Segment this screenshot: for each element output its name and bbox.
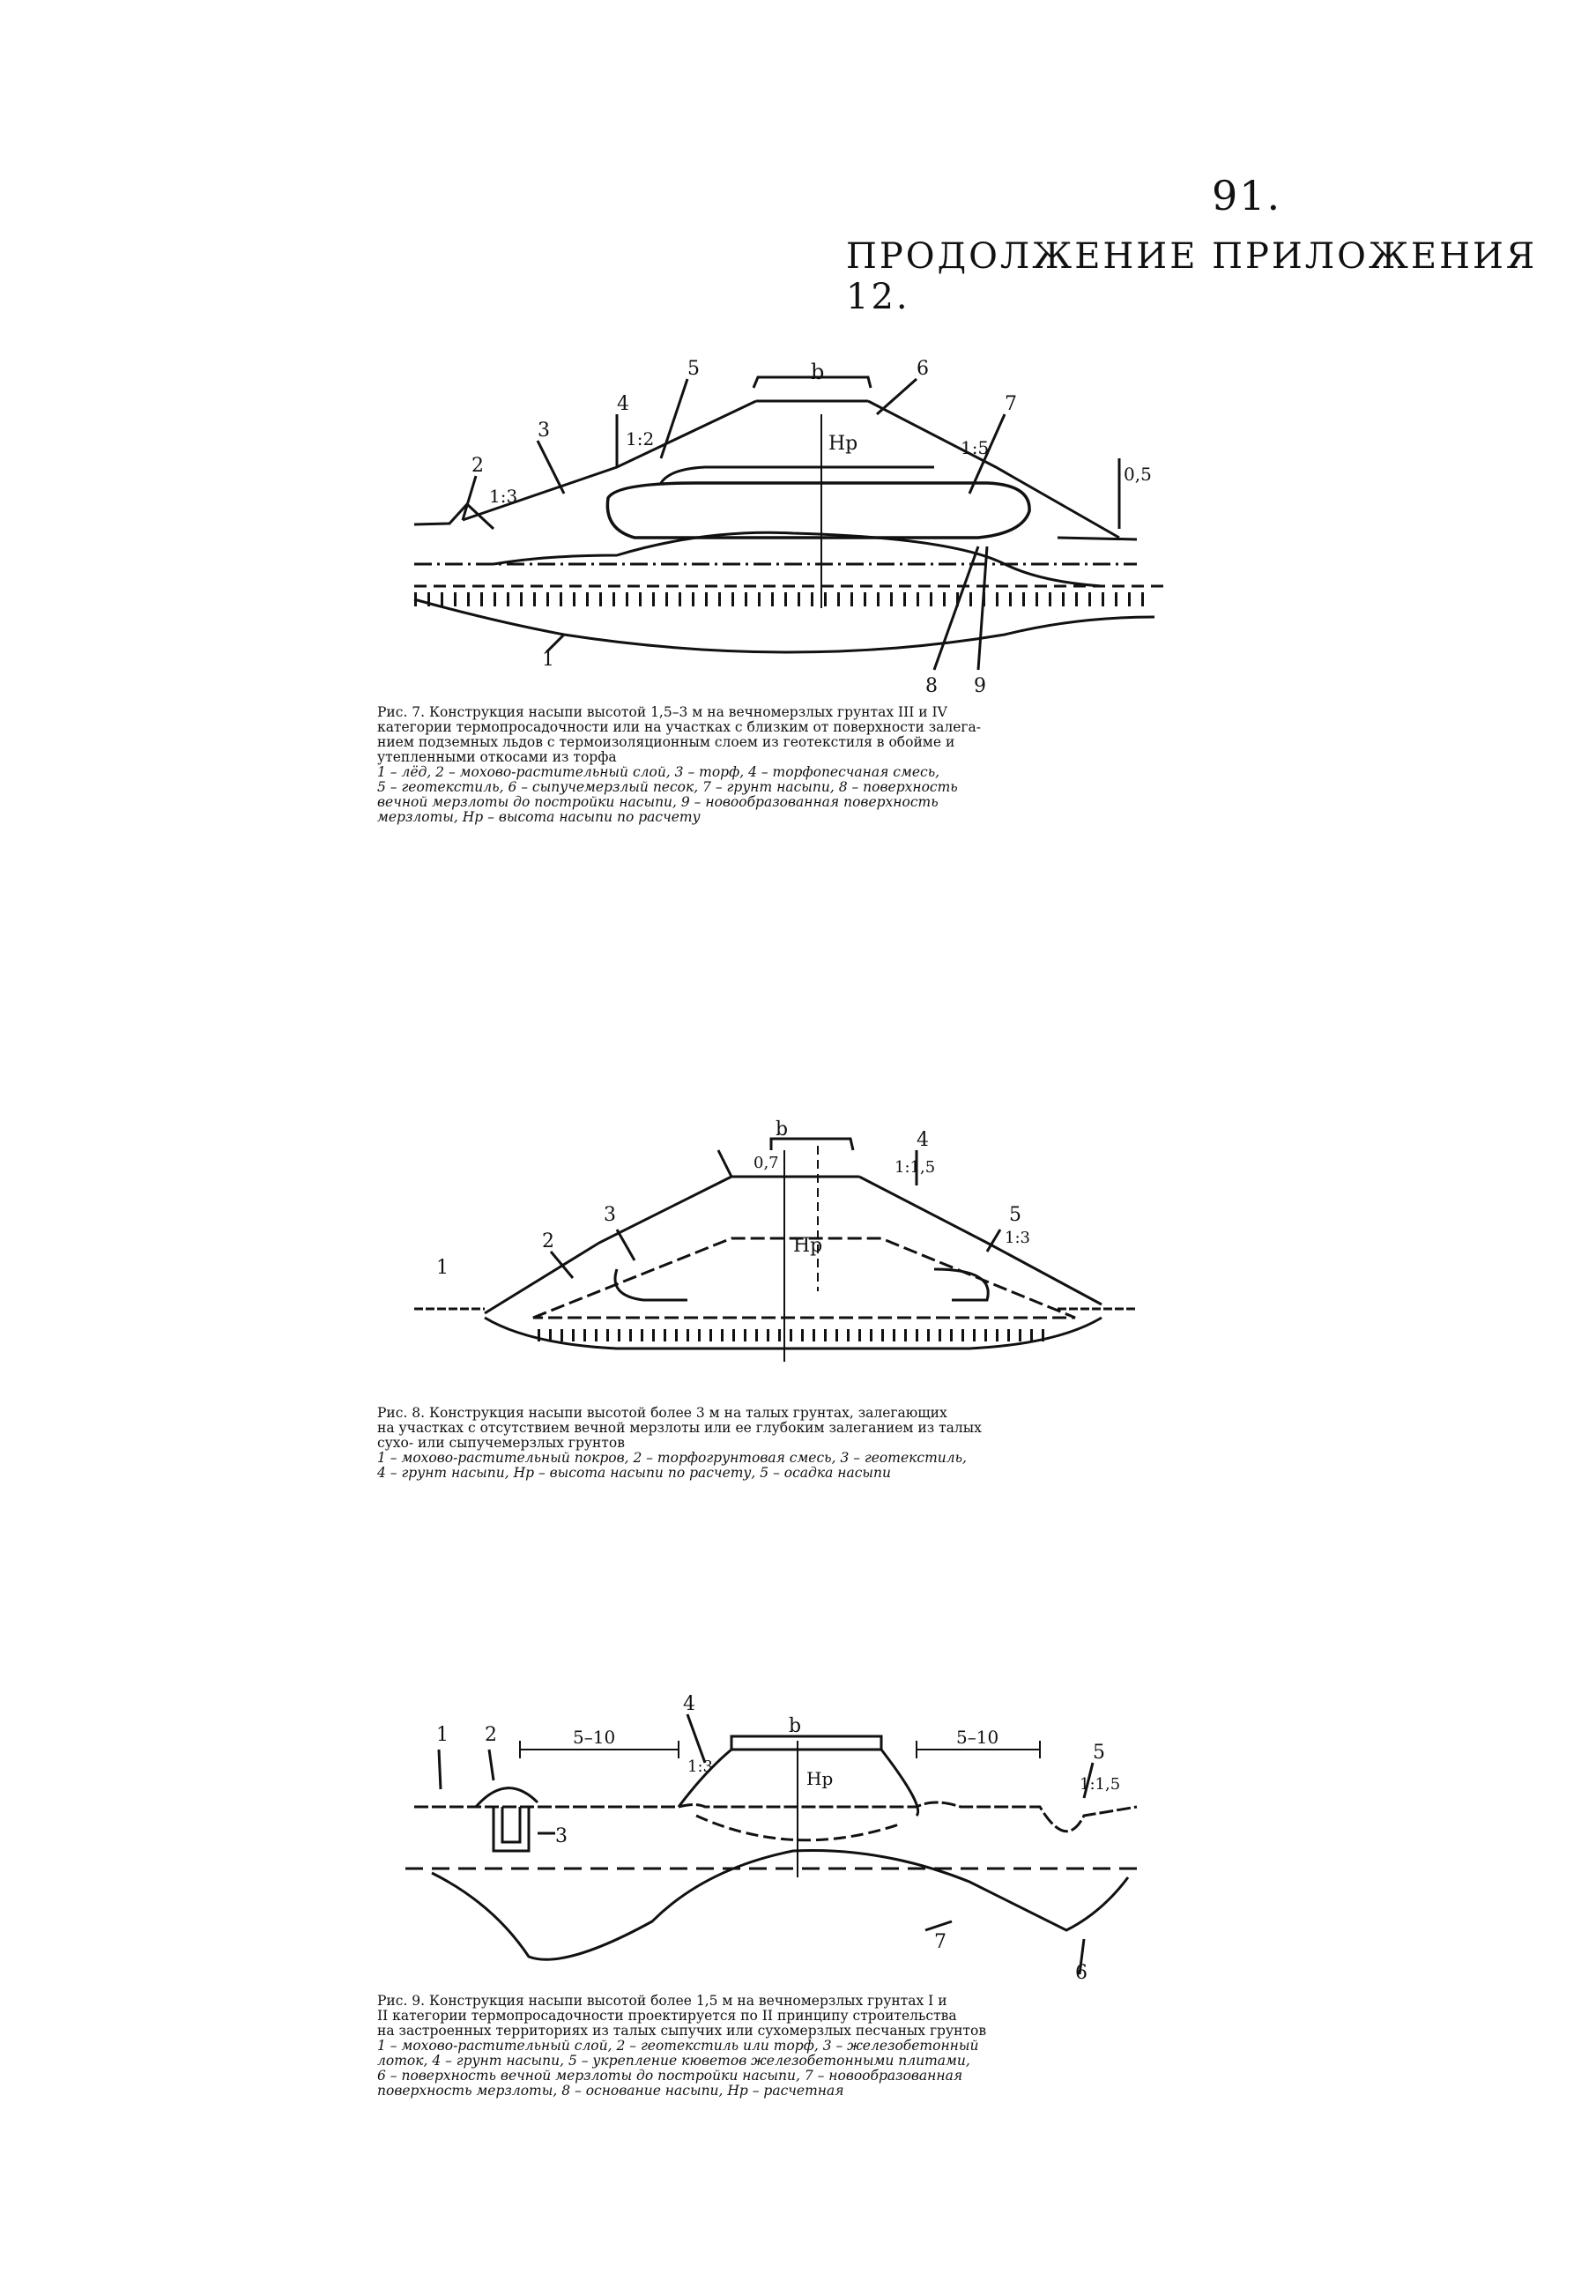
figure-9-drawing [0,1688,1596,1984]
fig7-label-4: 4 [617,393,629,415]
leader-lines [439,1714,1093,1974]
permafrost-upper-curve [494,532,1102,586]
embankment-slope-left [485,1177,731,1313]
fig8-label-h: Hр [793,1235,823,1257]
fig9-label-7: 7 [934,1931,946,1953]
appendix-continuation-header: ПРОДОЛЖЕНИЕ ПРИЛОЖЕНИЯ 12. [846,236,1538,317]
fig8-label-4: 4 [917,1129,929,1151]
fig8-label-3: 3 [604,1204,616,1226]
figure-9-caption-legend: 1 – мохово-растительный слой, 2 – геотекстиль или торф, 3 – железобетонный лоток, 4 – грунт насыпи, 5 – укрепление кюветов железобетонными плитами, 6 – поверхность вечной мерзлоты до постройки насыпи, 7 – новообразованная поверхность мерзлоты, 8 – основание насыпи, Hр – расчетная [377,2038,979,2099]
fig7-label-2: 2 [471,455,484,477]
figure-7-drawing [0,357,1596,710]
fig7-label-b: b [811,360,825,384]
fig7-slope-label-2: 1:3 [489,486,518,507]
figure-8-caption-legend: 1 – мохово-растительный покров, 2 – торфогрунтовая смесь, 3 – геотекстиль, 4 – грунт насыпи, Hр – высота насыпи по расчету, 5 – осадка насыпи [377,1450,967,1481]
figure-8-caption [377,1406,1214,1481]
fig7-label-5: 5 [687,358,700,380]
fig9-label-1: 1 [436,1724,449,1746]
fig9-label-h: Hр [806,1768,834,1789]
fig7-label-9: 9 [974,675,986,697]
fig9-label-6: 6 [1075,1962,1088,1984]
fig7-label-3: 3 [538,420,550,442]
trench-lotok [494,1807,529,1851]
fig8-slope-label: 1:1,5 [895,1158,936,1177]
fig7-slope-label: 1:2 [626,428,655,450]
fig8-label-1: 1 [436,1257,449,1279]
fig8-label-2: 2 [542,1230,554,1252]
fig9-slope-label: 1:3 [687,1757,713,1776]
fig8-label-5: 5 [1009,1204,1021,1226]
page-number: 91. [1212,172,1282,219]
embankment-slope-right [859,1177,1102,1304]
crest-marker [731,1736,881,1750]
fig9-slope-label-2: 1:1,5 [1080,1775,1121,1794]
fig9-label-2: 2 [485,1724,497,1746]
fig7-label-7: 7 [1005,393,1017,415]
fig7-label-8: 8 [925,675,938,697]
figure-9-caption [377,1994,1214,2099]
ground-line [414,504,494,529]
inner-envelope-left [615,1269,687,1300]
new-permafrost-surface [432,1850,1128,1959]
fig9-label-5: 5 [1093,1742,1105,1764]
inner-layer [661,467,934,483]
fig7-label-h: Hр [828,433,858,455]
fig8-label-d: 0,7 [753,1154,779,1172]
geotextile-envelope [607,483,1029,538]
fig8-slope-label-2: 1:3 [1005,1229,1030,1247]
ground-line [414,1802,1137,1832]
fig9-label-b: b [789,1715,802,1737]
fig9-dim-left: 5–10 [573,1727,616,1748]
fig7-dim-label: 0,5 [1124,464,1152,485]
fig8-label-b: b [776,1118,789,1141]
inner-envelope-right [934,1269,988,1300]
figure-7-caption-legend: 1 – лёд, 2 – мохово-растительный слой, 3 – торф, 4 – торфопесчаная смесь, 5 – геотекстиль, 6 – сыпучемерзлый песок, 7 – грунт насыпи, 8 – поверхность вечной мерзлоты до постройки насыпи, 9 – новообразованная поверхность мерзлоты, Hр – высота насыпи по расчету [377,764,958,825]
fig7-slope-label-3: 1:5 [961,437,990,458]
fig7-label-1: 1 [542,649,554,671]
ground-line-right [1058,538,1137,539]
fig9-label-4: 4 [683,1693,695,1715]
embankment-slope-right [868,401,1119,538]
ice-lens-bottom [414,599,1154,652]
figure-8-caption-title: Рис. 8. Конструкция насыпи высотой более 3 м на талых грунтах, залегающих на участках с отсутствием вечной мерзлоты или ее глубоким залеганием из талых сухо- или сыпучемерзлых грунтов [377,1405,982,1451]
fig9-label-3: 3 [555,1825,568,1847]
fig9-dim-right: 5–10 [956,1727,999,1748]
figure-7-caption-title: Рис. 7. Конструкция насыпи высотой 1,5–3 м на вечномерзлых грунтах III и IV категории термопросадочности или на участках с близким от поверхности залега- нием подземных льдов с термоизоляционным слоем из геотекстиля в обойме и утепленными откосами из торфа [377,704,982,765]
mound-2 [476,1788,538,1807]
figure-9-caption-title: Рис. 9. Конструкция насыпи высотой более 1,5 м на вечномерзлых грунтах I и II категории термопросадочности проектируется по II принципу строительства на застроенных территориях из талых сыпучих или сухомерзлых песчаных грунтов [377,1993,987,2039]
figure-8-drawing [0,1106,1596,1388]
fig7-label-6: 6 [917,358,929,380]
figure-7-caption [377,705,1214,825]
